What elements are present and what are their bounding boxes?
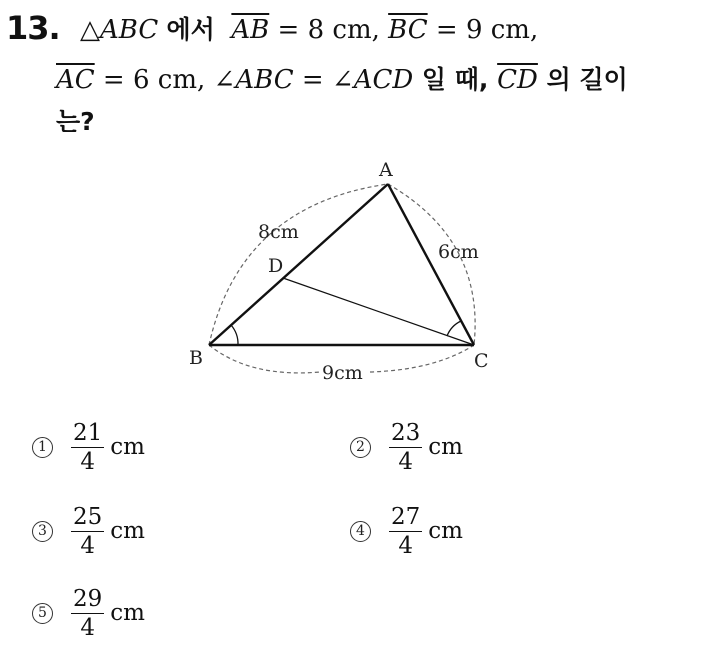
label-b: B [189,347,203,369]
choice-2[interactable] [350,412,463,482]
question-line-1 [80,12,538,48]
choice-1-unit: cm [110,434,145,460]
choice-4-numerator: 27 [391,503,421,530]
segment-bc: $\overline{BC}$ [388,15,428,45]
segment-cd: $\overline{CD}$ [497,65,538,95]
choice-5-fraction [71,586,104,641]
label-ab-length: 8cm [258,221,299,243]
segment-cd-line [283,278,474,345]
side-ab [209,184,388,345]
choice-2-fraction [389,420,422,475]
choice-3-denominator: 4 [80,532,95,559]
triangle-diagram [180,150,520,390]
angle-c-mark [447,321,461,336]
choice-3[interactable] [32,496,145,566]
angle-equality: ∠ABC = ∠ACD [213,65,414,95]
question-line-2 [56,62,628,98]
choice-2-denominator: 4 [398,448,413,475]
segment-ac: $\overline{AC}$ [56,65,95,95]
choice-5-denominator: 4 [80,614,95,641]
ab-value: = 8 cm, [269,15,389,45]
segment-ab: $\overline{AB}$ [231,15,270,45]
choice-5-unit: cm [110,600,145,626]
choice-3-marker: 3 [32,521,53,542]
choice-2-numerator: 23 [391,419,421,446]
choice-4-denominator: 4 [398,532,413,559]
choice-5-numerator: 29 [73,585,103,612]
text-length: 의 길이 [537,65,628,94]
label-d: D [268,255,284,277]
choice-3-fraction [71,504,104,559]
label-bc-length: 9cm [322,362,363,384]
triangle-abc: △ABC [80,15,159,45]
bc-measure-arc-right [370,345,474,372]
choice-1-denominator: 4 [80,448,95,475]
choice-1-marker: 1 [32,437,53,458]
text-eseo: 에서 [166,15,215,44]
choice-4[interactable] [350,496,463,566]
label-c: C [474,350,489,372]
ac-value: = 6 cm, [94,65,214,95]
choice-5-marker: 5 [32,603,53,624]
choice-1[interactable] [32,412,145,482]
choice-4-unit: cm [428,518,463,544]
choice-3-numerator: 25 [73,503,103,530]
choice-4-marker: 4 [350,521,371,542]
bc-measure-arc-left [209,345,320,373]
label-a: A [379,159,393,181]
text-neun: 는? [56,107,95,136]
angle-b-mark [231,325,238,345]
label-ac-length: 6cm [438,241,479,263]
text-when: 일 때, [413,65,498,94]
choice-4-fraction [389,504,422,559]
choice-1-fraction [71,420,104,475]
question-number: 13. [6,9,60,47]
side-ac [388,184,474,345]
choice-1-numerator: 21 [73,419,103,446]
question-line-3 [56,104,95,140]
bc-value: = 9 cm, [427,15,539,45]
choice-5[interactable] [32,578,145,648]
choice-2-marker: 2 [350,437,371,458]
choice-2-unit: cm [428,434,463,460]
choice-3-unit: cm [110,518,145,544]
